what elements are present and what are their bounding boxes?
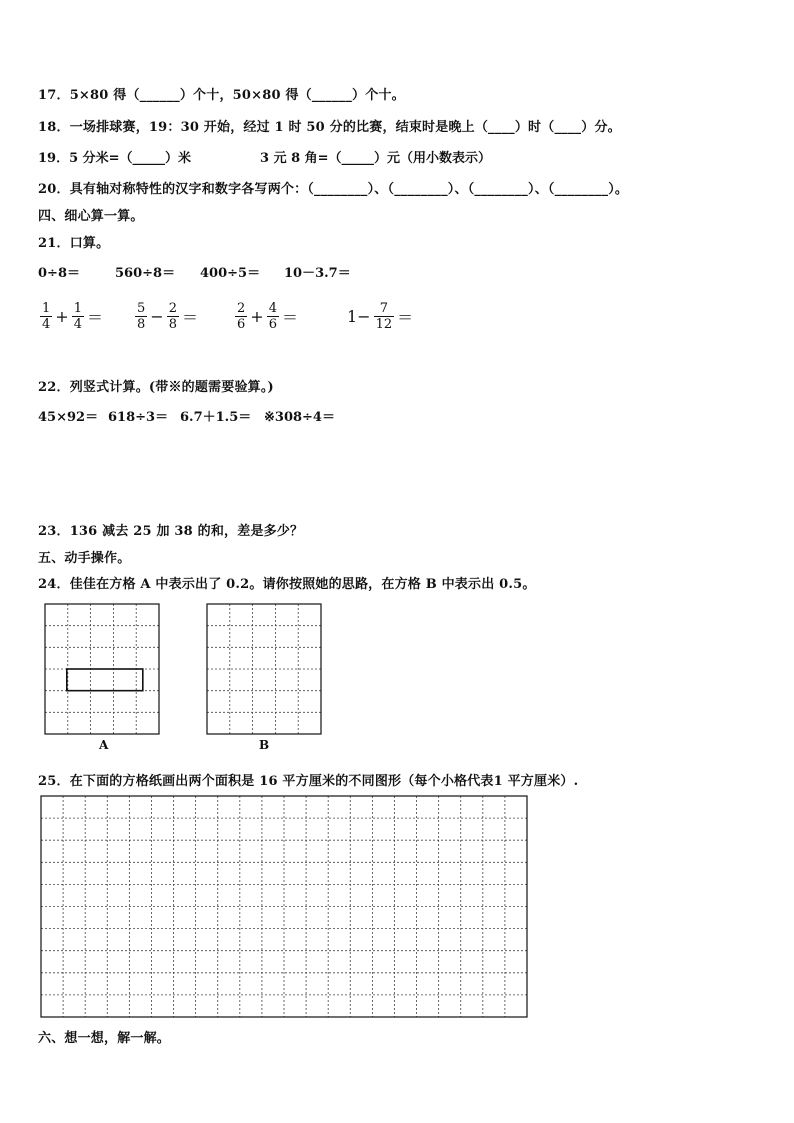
oral-item: 560÷8＝ <box>115 266 176 281</box>
grid-paper[interactable] <box>40 795 530 1020</box>
question-21-label: 21．口算。 <box>38 236 110 251</box>
oral-item: 10－3.7＝ <box>284 266 351 281</box>
grid-b[interactable] <box>206 603 324 737</box>
fraction: $\frac{7}{12}$ <box>375 300 393 332</box>
question-18: 18．一场排球赛，19：30 开始，经过 1 时 50 分的比赛，结束时是晚上（____）时（____）分。 <box>38 120 621 135</box>
fraction-expression: 1− $\frac{7}{12}$ ＝ <box>347 300 414 332</box>
question-24: 24．佳佳在方格 A 中表示出了 0.2。请你按照她的思路，在方格 B 中表示出 0.5。 <box>38 577 536 592</box>
fraction: $\frac{2}{8}$ <box>168 300 177 332</box>
fraction-expression: $\frac{5}{8}$ − $\frac{2}{8}$ ＝ <box>137 300 198 332</box>
question-20: 20．具有轴对称特性的汉字和数字各写两个：（________）、（________）、（________）、（________）。 <box>38 182 629 197</box>
question-19-part-a: 19．5 分米=（_____）米 <box>38 151 192 166</box>
grid-a <box>44 603 162 737</box>
fraction-expression: $\frac{1}{4}$ + $\frac{1}{4}$ ＝ <box>42 300 103 332</box>
fraction: $\frac{5}{8}$ <box>137 300 146 332</box>
vertical-calc-item: 618÷3＝ <box>108 410 169 425</box>
fraction: $\frac{1}{4}$ <box>73 300 82 332</box>
shaded-region <box>67 669 143 691</box>
section-4-heading: 四、细心算一算。 <box>38 209 144 224</box>
question-25: 25．在下面的方格纸画出两个面积是 16 平方厘米的不同图形（每个小格代表1 平方厘米）. <box>38 774 579 789</box>
fraction: $\frac{4}{6}$ <box>268 300 277 332</box>
fraction: $\frac{1}{4}$ <box>42 300 51 332</box>
grid-a-label: A <box>99 738 109 752</box>
oral-item: 0÷8＝ <box>38 266 80 281</box>
question-23: 23．136 减去 25 加 38 的和，差是多少？ <box>38 524 304 539</box>
vertical-calc-item: ※308÷4＝ <box>264 410 335 425</box>
question-19-part-b: 3 元 8 角=（_____）元（用小数表示） <box>260 151 492 166</box>
vertical-calc-item: 6.7＋1.5＝ <box>180 410 252 425</box>
fraction: $\frac{2}{6}$ <box>237 300 246 332</box>
oral-item: 400÷5＝ <box>200 266 261 281</box>
question-17: 17．5×80 得（______）个十，50×80 得（______）个十。 <box>38 88 405 103</box>
fraction-expression: $\frac{2}{6}$ + $\frac{4}{6}$ ＝ <box>237 300 298 332</box>
vertical-calc-item: 45×92＝ <box>38 410 99 425</box>
section-6-heading: 六、想一想，解一解。 <box>38 1031 171 1046</box>
question-22-label: 22．列竖式计算。(带※的题需要验算。) <box>38 380 274 395</box>
section-5-heading: 五、动手操作。 <box>38 551 131 566</box>
grid-b-label: B <box>259 738 270 752</box>
